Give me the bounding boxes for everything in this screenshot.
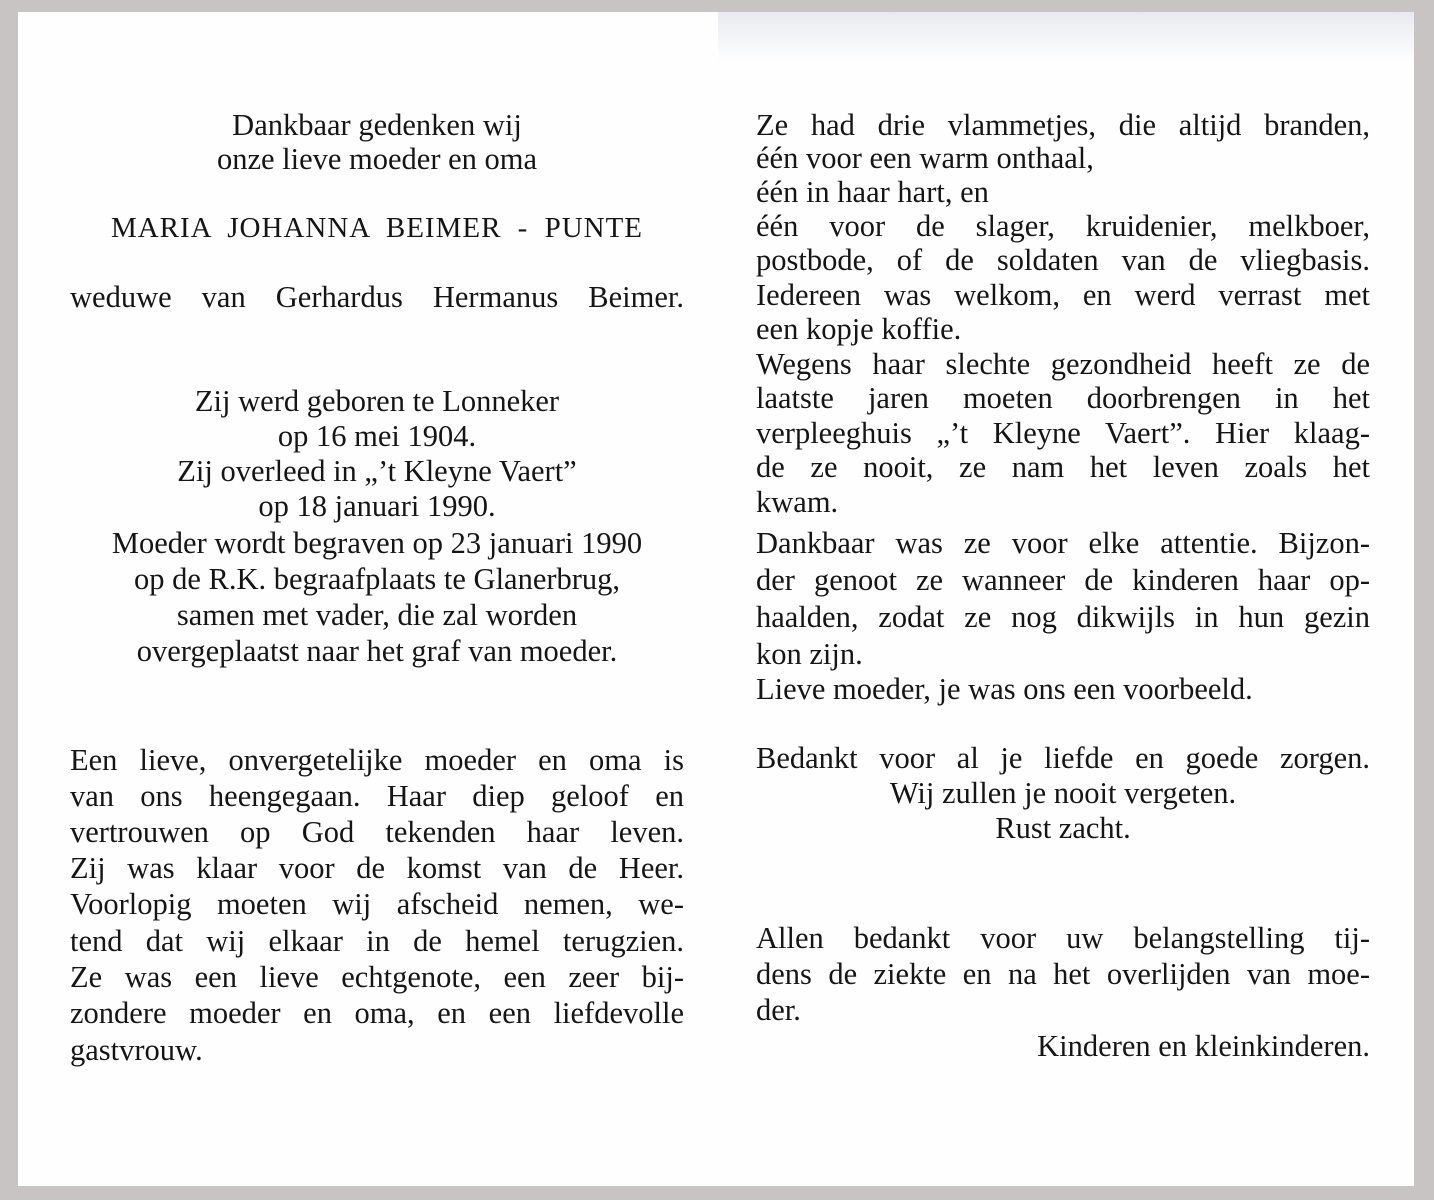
deceased-name: MARIA JOHANNA BEIMER - PUNTE: [110, 212, 644, 244]
tribute-line: tend dat wij elkaar in de hemel terugzien.: [70, 924, 684, 958]
intro-line: Dankbaar gedenken wij: [232, 108, 522, 142]
memory-line: een kopje koffie.: [756, 312, 962, 346]
tribute-line: van ons heengegaan. Haar diep geloof en: [70, 779, 684, 813]
memory-line: de ze nooit, ze nam het leven zoals het: [756, 450, 1370, 484]
signature: Kinderen en kleinkinderen.: [1037, 1029, 1370, 1063]
memory-line: Dankbaar was ze voor elke attentie. Bijzon-: [756, 526, 1370, 560]
memorial-card: [18, 12, 1414, 1186]
memory-line: Lieve moeder, je was ons een voorbeeld.: [756, 672, 1253, 706]
memory-line: Ze had drie vlammetjes, die altijd branden,: [756, 108, 1370, 142]
memory-line: verpleeghuis „’t Kleyne Vaert”. Hier klaag-: [756, 416, 1370, 450]
life-detail-line: Zij overleed in „’t Kleyne Vaert”: [177, 454, 577, 488]
memory-line: één voor een warm onthaal,: [756, 141, 1094, 175]
memory-line: Wegens haar slechte gezondheid heeft ze de: [756, 347, 1370, 381]
acknowledgement-line: dens de ziekte en na het overlijden van moe-: [756, 957, 1370, 991]
farewell-line: Bedankt voor al je liefde en goede zorgen.: [756, 741, 1370, 775]
tribute-line: Voorlopig moeten wij afscheid nemen, we-: [70, 887, 684, 921]
memory-line: kon zijn.: [756, 637, 863, 671]
memory-line: één in haar hart, en: [756, 175, 989, 209]
life-detail-line: op 16 mei 1904.: [277, 419, 477, 453]
memory-line: postbode, of de soldaten van de vliegbasis.: [756, 243, 1370, 277]
tribute-line: gastvrouw.: [70, 1033, 203, 1067]
life-detail-line: op de R.K. begraafplaats te Glanerbrug,: [133, 562, 621, 596]
widow-line: weduwe van Gerhardus Hermanus Beimer.: [70, 280, 684, 314]
life-detail-line: Moeder wordt begraven op 23 januari 1990: [111, 526, 643, 560]
farewell-line: Wij zullen je nooit vergeten.: [889, 776, 1237, 810]
tribute-line: Zij was klaar voor de komst van de Heer.: [70, 851, 684, 885]
memory-line: kwam.: [756, 485, 839, 519]
tribute-line: Ze was een lieve echtgenote, een zeer bij-: [70, 960, 684, 994]
intro-line: onze lieve moeder en oma: [216, 142, 538, 176]
acknowledgement-line: der.: [756, 993, 801, 1027]
life-detail-line: samen met vader, die zal worden: [176, 598, 578, 632]
memory-line: haalden, zodat ze nog dikwijls in hun gezin: [756, 600, 1370, 634]
memory-line: laatste jaren moeten doorbrengen in het: [756, 381, 1370, 415]
tribute-line: zondere moeder en oma, en een liefdevolle: [70, 996, 684, 1030]
tribute-line: vertrouwen op God tekenden haar leven.: [70, 815, 684, 849]
farewell-line: Rust zacht.: [995, 811, 1131, 845]
life-detail-line: Zij werd geboren te Lonneker: [194, 384, 560, 418]
memory-line: der genoot ze wanneer de kinderen haar op-: [756, 563, 1370, 597]
acknowledgement-line: Allen bedankt voor uw belangstelling tij-: [756, 921, 1370, 955]
life-detail-line: overgeplaatst naar het graf van moeder.: [136, 634, 618, 668]
tribute-line: Een lieve, onvergetelijke moeder en oma is: [70, 743, 684, 777]
life-detail-line: op 18 januari 1990.: [258, 489, 496, 523]
memory-line: Iedereen was welkom, en werd verrast met: [756, 278, 1370, 312]
memory-line: één voor de slager, kruidenier, melkboer,: [756, 209, 1370, 243]
